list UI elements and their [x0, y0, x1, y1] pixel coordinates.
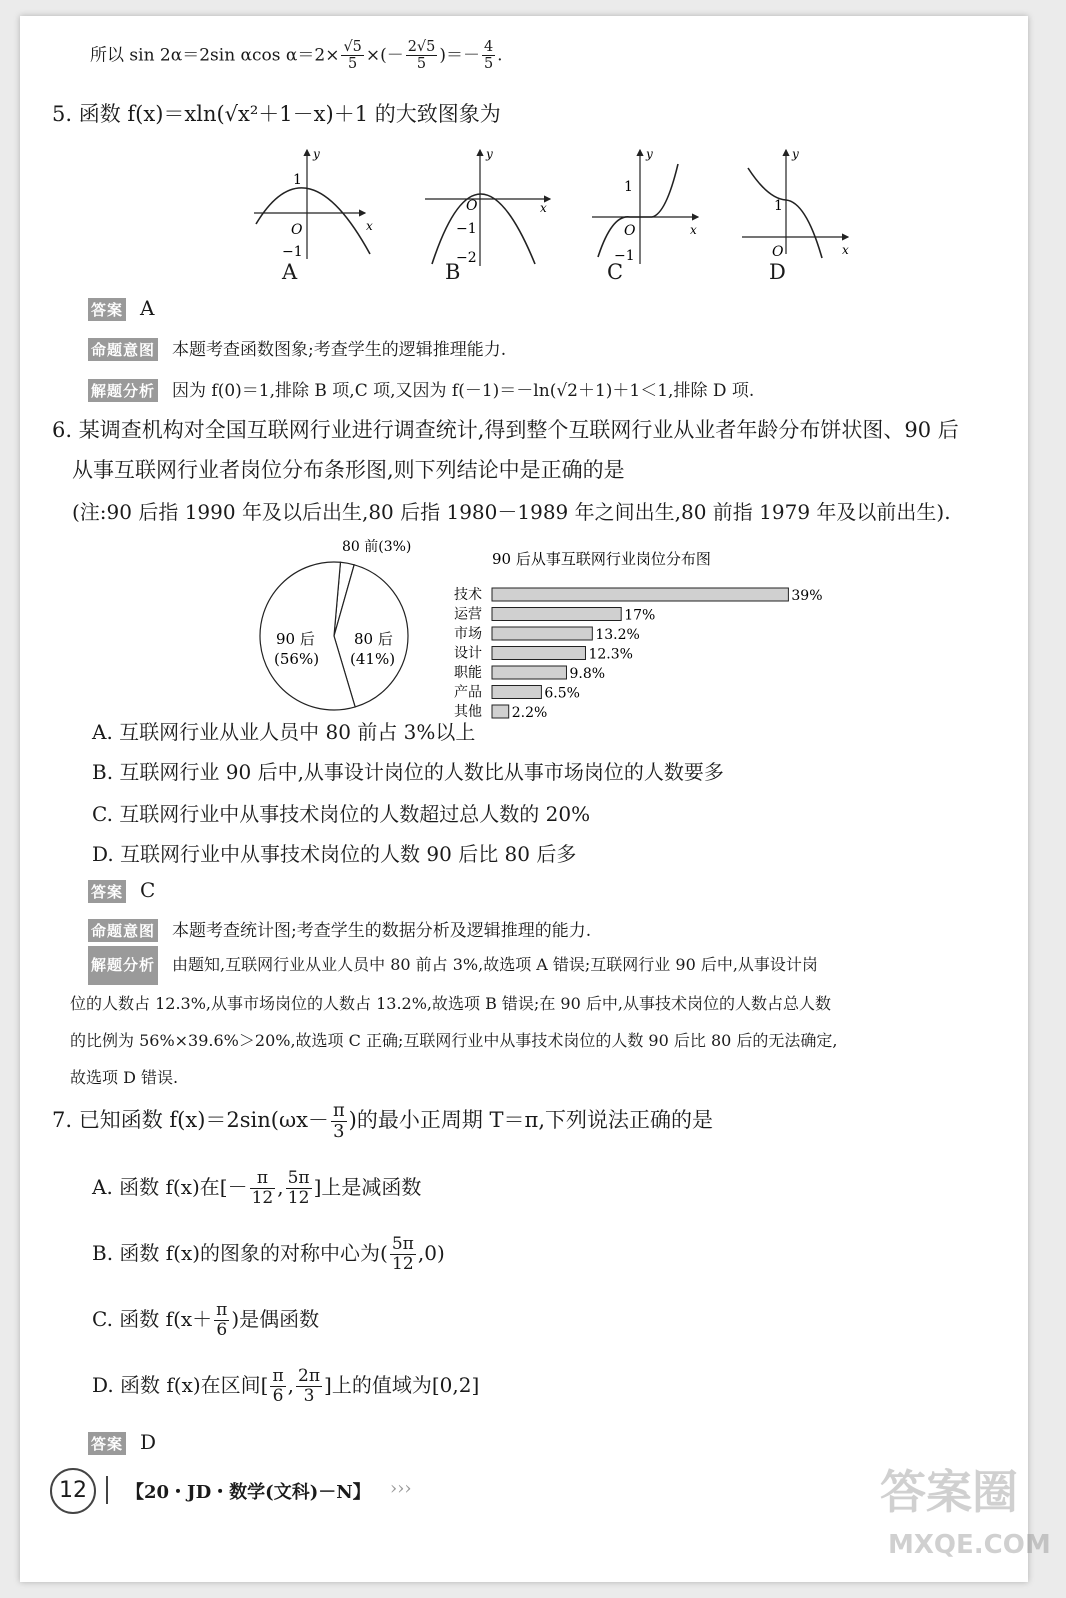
q7-stem: 7. 已知函数 f(x)＝2sin(ωx－ $\frac{\pi}{3}$ )的最小正周期 T＝π,下列说法正确的是 [52, 1100, 714, 1142]
page-number: 12 [50, 1468, 96, 1514]
q7-option-b[interactable]: B. 函数 f(x)的图象的对称中心为( $\frac{5\pi}{12}$ ,0) [92, 1234, 445, 1274]
graph-c-y: y [646, 147, 653, 161]
bar [492, 588, 788, 601]
bar [492, 686, 541, 699]
graph-d [742, 147, 849, 260]
graph-d-x: x [842, 243, 849, 257]
graph-b-x: x [540, 201, 547, 215]
graph-a [254, 147, 373, 260]
graph-label-c: C [607, 260, 624, 284]
q6-option-a[interactable]: A. 互联网行业从业人员中 80 前占 3%以上 [92, 720, 476, 744]
graph-label-b: B [445, 260, 461, 284]
graph-b-tick-neg1: −1 [456, 221, 477, 237]
q6-stem-line1: 6. 某调查机构对全国互联网行业进行调查统计,得到整个互联网行业从业者年龄分布饼状图、90 后 [52, 418, 959, 442]
q5-answer: 答案 A [88, 296, 154, 321]
watermark-site: MXQE.COM [888, 1530, 1051, 1560]
q5-stem: 5. 函数 f(x)＝xln(√x²＋1－x)＋1 的大致图象为 [52, 102, 501, 126]
bar-chart-title: 90 后从事互联网行业岗位分布图 [492, 550, 711, 568]
bar-category-label: 技术 [454, 587, 482, 603]
bar-value-label: 6.5% [544, 685, 580, 702]
bar-category-label: 设计 [454, 645, 482, 662]
watermark-logo: 答案圈 [880, 1465, 1018, 1519]
graph-d-tick-1: 1 [774, 198, 783, 214]
page [20, 16, 1051, 1582]
bar-value-label: 17% [624, 607, 656, 624]
bar-category-label: 职能 [454, 665, 482, 681]
graph-c-o: O [624, 223, 636, 239]
graph-a-tick-neg1: −1 [282, 244, 303, 260]
q6-answer: 答案 C [88, 878, 155, 903]
q7-option-c[interactable]: C. 函数 f(x＋ $\frac{\pi}{6}$ )是偶函数 [92, 1300, 320, 1340]
graph-c-x: x [690, 223, 697, 237]
q7-option-a[interactable]: A. 函数 f(x)在[－ $\frac{\pi}{12}$ , $\frac{5\pi}{12}$ ]上是减函数 [92, 1168, 422, 1208]
graph-d-o: O [772, 244, 784, 260]
graph-c [592, 147, 698, 264]
pie-label-80-after: 80 后 [354, 630, 393, 648]
bar-value-label: 13.2% [595, 627, 640, 643]
bar [492, 608, 621, 621]
q4-solution-line: 所以 sin 2α＝2sin αcos α＝2× $\frac{√5}{5}$ ×(－ $\frac{2√5}{5}$ )＝－ $\frac{4}{5}$ . [90, 39, 503, 73]
graph-a-tick-1: 1 [293, 172, 302, 188]
q6-option-c[interactable]: C. 互联网行业中从事技术岗位的人数超过总人数的 20% [92, 802, 591, 826]
bar [492, 666, 566, 679]
graph-c-tick-neg1: −1 [614, 248, 635, 264]
graph-a-o: O [291, 222, 303, 238]
bars [454, 586, 823, 721]
q6-option-b[interactable]: B. 互联网行业 90 后中,从事设计岗位的人数比从事市场岗位的人数要多 [92, 760, 724, 784]
graph-label-d: D [769, 260, 786, 284]
graph-a-y: y [313, 147, 320, 161]
bar-category-label: 产品 [454, 684, 482, 701]
bar [492, 705, 509, 718]
bar-value-label: 12.3% [588, 646, 633, 663]
q5-intent: 命题意图 本题考查函数图象;考查学生的逻辑推理能力. [88, 335, 506, 361]
graph-label-a: A [282, 260, 298, 284]
bar-value-label: 9.8% [569, 666, 606, 682]
pie-label-90-after: 90 后 [276, 630, 315, 648]
bar-value-label: 39% [791, 588, 823, 604]
graph-b-y: y [486, 147, 493, 161]
q6-intent: 命题意图 本题考查统计图;考查学生的数据分析及逻辑推理的能力. [88, 916, 591, 942]
graph-c-tick-1: 1 [624, 179, 633, 195]
graph-d-y: y [792, 147, 799, 161]
bar-category-label: 运营 [454, 606, 482, 623]
footer-arrows: ››› [390, 1478, 412, 1499]
graph-a-x: x [366, 219, 373, 233]
age-pie-chart [250, 536, 440, 736]
footer-divider [106, 1476, 108, 1504]
bar [492, 627, 592, 640]
bar-category-label: 其他 [454, 704, 482, 720]
q7-answer: 答案 D [88, 1430, 156, 1455]
q7-option-d[interactable]: D. 函数 f(x)在区间[ $\frac{\pi}{6}$ , $\frac{2\pi}{3}$ ]上的值域为[0,2] [92, 1366, 480, 1406]
pie-label-90-after-pct: (56%) [274, 650, 320, 668]
q6-stem-line2: 从事互联网行业者岗位分布条形图,则下列结论中是正确的是 [72, 458, 625, 482]
job-bar-chart [428, 548, 848, 721]
graph-b-tick-neg2: −2 [456, 250, 477, 266]
pie-label-80-after-pct: (41%) [350, 650, 396, 668]
footer-series: 【20・JD・数学(文科)－N】 [126, 1482, 371, 1503]
bar-category-label: 市场 [454, 626, 482, 642]
graph-b [425, 147, 550, 266]
graph-b-o: O [466, 198, 478, 214]
q6-stem-note: (注:90 后指 1990 年及以后出生,80 后指 1980－1989 年之间出生,80 前指 1979 年及以前出生). [72, 500, 951, 524]
q5-analysis: 解题分析 因为 f(0)＝1,排除 B 项,C 项,又因为 f(－1)＝－ln(√2＋1)＋1＜1,排除 D 项. [88, 376, 754, 402]
pie-label-80-before: 80 前(3%) [342, 539, 412, 555]
bar [492, 647, 585, 660]
q6-option-d[interactable]: D. 互联网行业中从事技术岗位的人数 90 后比 80 后多 [92, 842, 577, 866]
q6-analysis: 解题分析 由题知,互联网行业从业人员中 80 前占 3%,故选项 A 错误;互联网行业 90 后中,从事设计岗 位的人数占 12.3%,从事市场岗位的人数占 13.2%,故选项 B 错误;在 90 后中,从事技术岗位的人数占总人数 的比例为 56%×39.6%＞20%,故选项 C 正确;互联网行业中从事技术岗位的人数 90 后比 80 后的无法确定, 故选项 D 错误. [88, 946, 838, 1096]
bar-value-label: 2.2% [511, 705, 548, 721]
q5-graphs [220, 144, 860, 284]
